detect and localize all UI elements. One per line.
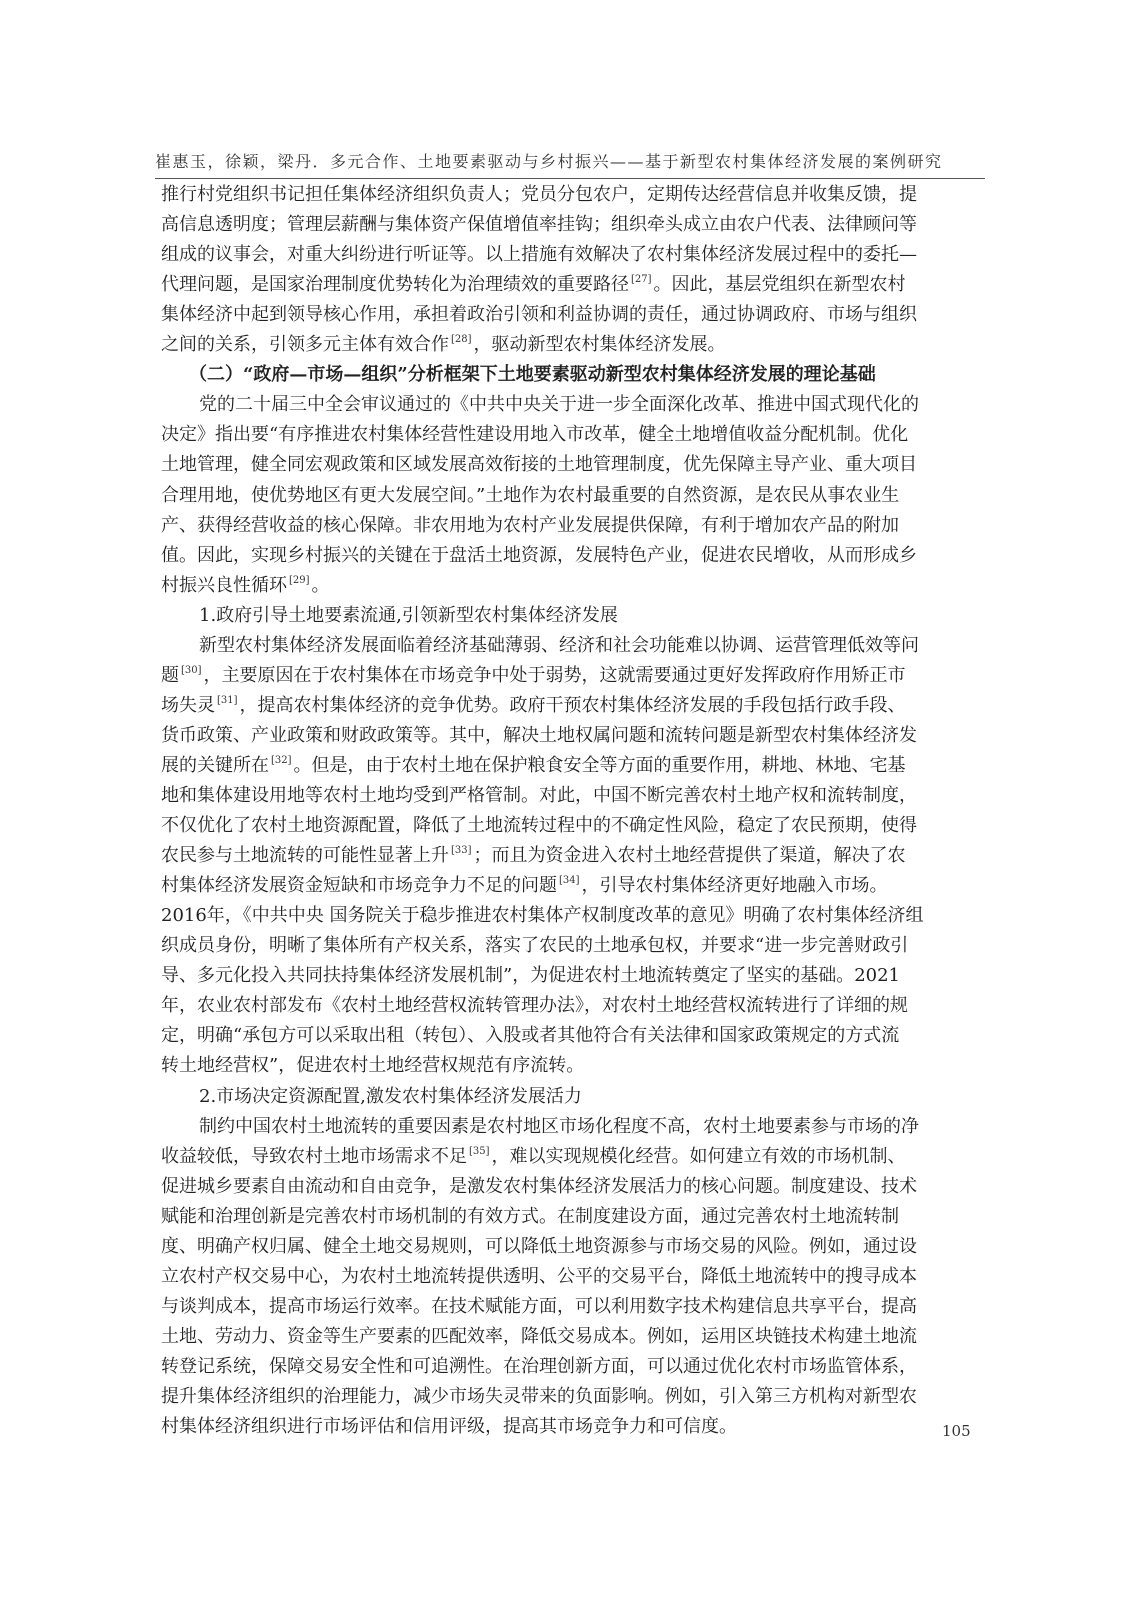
body-line — [161, 871, 888, 901]
body-line — [161, 1292, 917, 1322]
line-text: 制约中国农村土地流转的重要因素是农村地区市场化程度不高，农村土地要素参与市场的净 — [199, 1115, 919, 1137]
line-text: 村集体经济组织进行市场评估和信用评级，提高其市场竞争力和可信度。 — [161, 1416, 737, 1438]
citation-marker: [32] — [271, 754, 292, 766]
line-text-tail: ；而且为资金进入农村土地经营提供了渠道，解决了农 — [473, 845, 906, 867]
citation-marker: [28] — [451, 334, 472, 346]
line-text: 推行村党组织书记担任集体经济组织负责人；党员分包农户，定期传达经营信息并收集反馈，提 — [161, 184, 917, 205]
body-line — [161, 721, 917, 751]
line-text: 转登记系统，保障交易安全性和可追溯性。在治理创新方面，可以通过优化农村市场监管体系， — [161, 1355, 917, 1377]
line-text: 立农村产权交易中心，为农村土地流转提供透明、公平的交易平台，降低土地流转中的搜寻成本 — [161, 1265, 917, 1287]
line-text: 转土地经营权”，促进农村土地经营权规范有序流转。 — [161, 1055, 585, 1077]
body-line — [161, 1382, 917, 1412]
line-text: （二）“政府—市场—组织”分析框架下土地要素驱动新型农村集体经济发展的理论基础 — [189, 364, 876, 386]
body-line — [161, 541, 917, 571]
line-text: 值。因此，实现乡村振兴的关键在于盘活土地资源，发展特色产业，促进农民增收，从而形成乡 — [161, 544, 917, 566]
line-text: 度、明确产权归属、健全土地交易规则，可以降低土地资源参与市场交易的风险。例如，通过设 — [161, 1235, 917, 1257]
line-text: 2016年，《中共中央 国务院关于稳步推进农村集体产权制度改革的意见》明确了农村集体经济组 — [161, 905, 924, 927]
body-line — [161, 1202, 899, 1232]
line-text: 题 — [161, 664, 179, 686]
body-line — [161, 300, 917, 330]
body-line — [199, 631, 919, 661]
line-text-tail: ，引导农村集体经济更好地融入市场。 — [581, 875, 888, 897]
line-text-tail: 。但是，由于农村土地在保护粮食安全等方面的重要作用，耕地、林地、宅基 — [293, 754, 906, 776]
body-line — [161, 1412, 737, 1442]
line-text-tail: 。 — [311, 574, 330, 596]
running-header: 崔惠玉，徐颖，梁丹．多元合作、土地要素驱动与乡村振兴——基于新型农村集体经济发展的案例研究 — [155, 152, 943, 171]
line-text: 代理问题，是国家治理制度优势转化为治理绩效的重要路径 — [161, 274, 629, 296]
body-line — [161, 1051, 584, 1081]
line-text: 定，明确“承包方可以采取出租（转包）、入股或者其他符合有关法律和国家政策规定的方式流 — [161, 1025, 900, 1047]
body-line — [161, 571, 330, 601]
line-text: 组成的议事会，对重大纠纷进行听证等。以上措施有效解决了农村集体经济发展过程中的委托— — [161, 244, 917, 266]
body-line — [161, 270, 906, 300]
line-text: 不仅优化了农村土地资源配置，降低了土地流转过程中的不确定性风险，稳定了农民预期，使得 — [161, 815, 917, 837]
citation-marker: [30] — [181, 664, 202, 676]
line-text: 货币政策、产业政策和财政政策等。其中，解决土地权属问题和流转问题是新型农村集体经济发 — [161, 724, 917, 746]
body-line — [161, 240, 917, 270]
citation-marker: [33] — [451, 845, 472, 857]
line-text: 导、多元化投入共同扶持集体经济发展机制”，为促进农村土地流转奠定了坚实的基础。2021 — [161, 965, 901, 987]
body-line — [161, 210, 917, 240]
line-text-tail: ，提高农村集体经济的竞争优势。政府干预农村集体经济发展的手段包括行政手段、 — [239, 694, 906, 716]
line-text: 1.政府引导土地要素流通,引领新型农村集体经济发展 — [199, 604, 618, 626]
citation-marker: [31] — [217, 694, 238, 706]
body-line — [161, 1232, 917, 1262]
body-line — [161, 691, 906, 721]
body-line — [199, 601, 618, 631]
line-text: 合理用地，使优势地区有更大发展空间。”土地作为农村最重要的自然资源，是农民从事农业生 — [161, 484, 900, 506]
body-line — [161, 811, 917, 841]
line-text: 年，农业农村部发布《农村土地经营权流转管理办法》，对农村土地经营权流转进行了详细的规 — [161, 995, 908, 1017]
body-line — [161, 1322, 917, 1352]
body-line — [161, 661, 906, 691]
line-text: 决定》指出要“有序推进农村集体经营性建设用地入市改革，健全土地增值收益分配机制。优化 — [161, 424, 909, 446]
line-text: 提升集体经济组织的治理能力，减少市场失灵带来的负面影响。例如，引入第三方机构对新型农 — [161, 1386, 917, 1407]
body-line — [161, 991, 908, 1021]
line-text: 土地管理，健全同宏观政策和区域发展高效衔接的土地管理制度，优先保障主导产业、重大项目 — [161, 454, 917, 476]
line-text: 赋能和治理创新是完善农村市场机制的有效方式。在制度建设方面，通过完善农村土地流转制 — [161, 1205, 899, 1227]
section-heading — [189, 360, 876, 390]
line-text: 党的二十届三中全会审议通过的《中共中央关于进一步全面深化改革、推进中国式现代化的 — [199, 394, 919, 416]
line-text: 村集体经济发展资金短缺和市场竞争力不足的问题 — [161, 875, 557, 897]
body-line — [161, 420, 908, 450]
line-text: 与谈判成本，提高市场运行效率。在技术赋能方面，可以利用数字技术构建信息共享平台，提高 — [161, 1295, 917, 1317]
line-text: 高信息透明度；管理层薪酬与集体资产保值增值率挂钩；组织牵头成立由农户代表、法律顾问等 — [161, 214, 917, 236]
line-text: 地和集体建设用地等农村土地均受到严格管制。对此，中国不断完善农村土地产权和流转制度， — [161, 785, 917, 806]
body-line — [161, 961, 900, 991]
line-text: 场失灵 — [161, 694, 215, 716]
body-line — [161, 751, 906, 781]
body-line — [161, 781, 917, 811]
citation-marker: [27] — [631, 274, 652, 286]
line-text: 2.市场决定资源配置,激发农村集体经济发展活力 — [199, 1085, 582, 1107]
body-line — [161, 511, 899, 541]
body-line — [161, 330, 726, 360]
line-text: 新型农村集体经济发展面临着经济基础薄弱、经济和社会功能难以协调、运营管理低效等问 — [199, 634, 919, 656]
line-text: 之间的关系，引领多元主体有效合作 — [161, 334, 449, 356]
citation-marker: [35] — [469, 1145, 490, 1157]
line-text: 土地、劳动力、资金等生产要素的匹配效率，降低交易成本。例如，运用区块链技术构建土地流 — [161, 1325, 917, 1347]
line-text: 促进城乡要素自由流动和自由竞争，是激发农村集体经济发展活力的核心问题。制度建设、技术 — [161, 1175, 917, 1197]
body-line — [161, 841, 906, 871]
body-line — [199, 1112, 919, 1142]
line-text: 集体经济中起到领导核心作用，承担着政治引领和利益协调的责任，通过协调政府、市场与组织 — [161, 304, 917, 326]
body-line — [161, 481, 899, 511]
page-number: 105 — [942, 1422, 971, 1440]
line-text-tail: ，驱动新型农村集体经济发展。 — [473, 334, 726, 356]
body-line — [161, 1172, 917, 1202]
line-text-tail: ，主要原因在于农村集体在市场竞争中处于弱势，这就需要通过更好发挥政府作用矫正市 — [203, 664, 906, 686]
body-line — [161, 450, 917, 480]
line-text: 村振兴良性循环 — [161, 574, 287, 596]
line-text: 农民参与土地流转的可能性显著上升 — [161, 845, 449, 867]
body-line — [161, 1021, 899, 1051]
body-line — [161, 180, 917, 210]
citation-marker: [34] — [559, 875, 580, 887]
body-line — [161, 1352, 917, 1382]
header-rule — [155, 178, 985, 179]
body-line — [199, 1082, 582, 1112]
line-text-tail: 。因此，基层党组织在新型农村 — [653, 274, 906, 296]
line-text: 织成员身份，明晰了集体所有产权关系，落实了农民的土地承包权，并要求“进一步完善财政引 — [161, 935, 909, 957]
body-line — [161, 1142, 906, 1172]
body-line — [161, 901, 924, 931]
line-text: 收益较低，导致农村土地市场需求不足 — [161, 1145, 467, 1167]
body-line — [161, 931, 908, 961]
line-text: 展的关键所在 — [161, 754, 269, 776]
line-text-tail: ，难以实现规模化经营。如何建立有效的市场机制、 — [491, 1145, 906, 1167]
body-line — [199, 390, 919, 420]
line-text: 产、获得经营收益的核心保障。非农用地为农村产业发展提供保障，有利于增加农产品的附加 — [161, 514, 899, 536]
body-line — [161, 1262, 917, 1292]
citation-marker: [29] — [289, 574, 310, 586]
